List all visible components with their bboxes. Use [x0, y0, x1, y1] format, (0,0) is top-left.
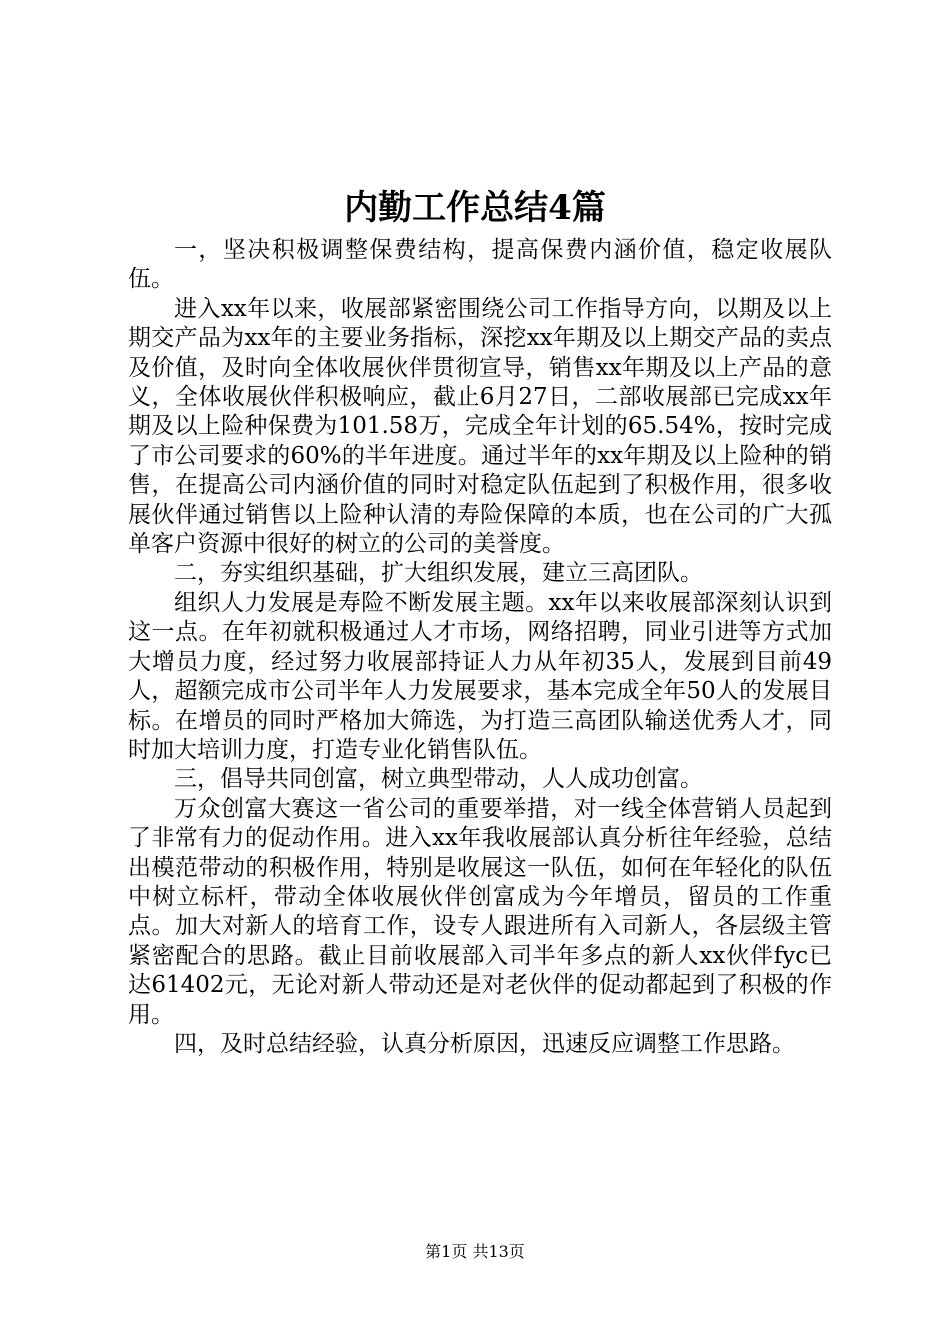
paragraph-6: 万众创富大赛这一省公司的重要举措，对一线全体营销人员起到了非常有力的促动作用。进入xx年我收展部认真分析往年经验，总结出模范带动的积极作用，特别是收展这一队伍，如何在年轻化的队伍中树立标杆，带动全体收展伙伴创富成为今年增员，留员的工作重点。加大对新人的培育工作，设专人跟进所有入司新人，各层级主管紧密配合的思路。截止目前收展部入司半年多点的新人xx伙伴fyc已达61402元，无论对新人带动还是对老伙伴的促动都起到了积极的作用。: [128, 795, 832, 1028]
paragraph-7-heading: 四，及时总结经验，认真分析原因，迅速反应调整工作思路。: [174, 1030, 795, 1057]
document-body: [128, 236, 832, 1059]
paragraph-4: 组织人力发展是寿险不断发展主题。xx年以来收展部深刻认识到这一点。在年初就积极通过人才市场，网络招聘，同业引进等方式加大增员力度，经过努力收展部持证人力从年初35人，发展到目前49人，超额完成市公司半年人力发展要求，基本完成全年50人的发展目标。在增员的同时严格加大筛选，为打造三高团队输送优秀人才，同时加大培训力度，打造专业化销售队伍。: [128, 589, 832, 763]
document-title: 内勤工作总结4篇: [344, 188, 606, 228]
paragraph-5-heading: 三，倡导共同创富，树立典型带动，人人成功创富。: [174, 766, 703, 793]
paragraph-3-heading: 二，夯实组织基础，扩大组织发展，建立三高团队。: [174, 560, 703, 587]
paragraph-2: 进入xx年以来，收展部紧密围绕公司工作指导方向，以期及以上期交产品为xx年的主要业务指标，深挖xx年期及以上期交产品的卖点及价值，及时向全体收展伙伴贯彻宣导，销售xx年期及以上产品的意义，全体收展伙伴积极响应，截止6月27日，二部收展部已完成xx年期及以上险种保费为101.58万，完成全年计划的65.54%，按时完成了市公司要求的60%的半年进度。通过半年的xx年期及以上险种的销售，在提高公司内涵价值的同时对稳定队伍起到了积极作用，很多收展伙伴通过销售以上险种认清的寿险保障的本质，也在公司的广大孤单客户资源中很好的树立的公司的美誉度。: [128, 295, 832, 558]
paragraph-1-heading: 一，坚决积极调整保费结构，提高保费内涵价值，稳定收展队伍。: [128, 237, 832, 293]
page-number-footer: 第1页 共13页: [425, 1242, 525, 1261]
